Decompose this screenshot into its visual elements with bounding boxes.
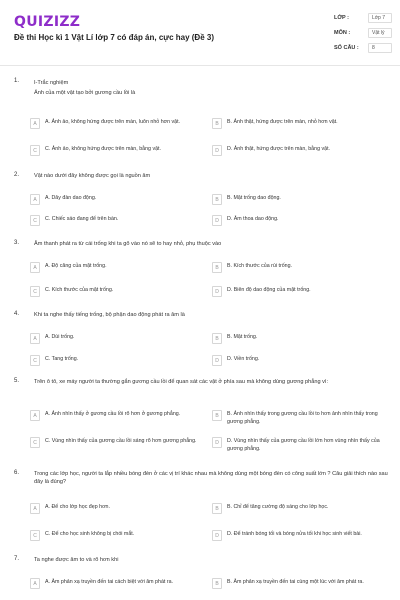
question-count-field[interactable]: 8: [368, 43, 392, 53]
question-text: Trong các lớp học, người ta lắp nhiều bóng đèn ở các vị trí khác nhau mà không dùng một bóng đèn có công suất lớn ? Câu giải thích nào sau đây là đúng?: [34, 471, 388, 485]
question-number: 3.: [14, 240, 20, 246]
answer-option-d[interactable]: [212, 145, 388, 156]
option-letter-box: D: [212, 530, 222, 541]
option-letter-box: C: [30, 437, 40, 448]
meta-label: MÔN :: [334, 29, 351, 36]
option-text: A. Ảnh ảo, không hứng được trên màn, luôn nhỏ hơn vật.: [45, 119, 181, 125]
option-text: B. Ảnh nhìn thấy trong gương cầu lồi to hơn ảnh nhìn thấy trong gương phẳng.: [227, 411, 378, 425]
option-text: A. Dùi trống.: [45, 334, 75, 340]
option-text: C. Để cho học sinh không bị chói mắt.: [45, 531, 135, 537]
option-letter-box: C: [30, 286, 40, 297]
question-text: Ta nghe được âm to và rõ hơn khi: [34, 557, 119, 563]
option-letter-box: B: [212, 118, 222, 129]
option-text: D. Âm thoa dao động.: [227, 216, 279, 222]
answer-option-c[interactable]: [30, 145, 206, 156]
option-letter-box: D: [212, 145, 222, 156]
meta-label: LỚP :: [334, 14, 349, 21]
option-letter-box: B: [212, 262, 222, 273]
option-letter-box: D: [212, 286, 222, 297]
question-number: 1.: [14, 78, 20, 84]
option-letter-box: C: [30, 530, 40, 541]
option-letter-box: B: [212, 410, 222, 421]
option-text: D. Vùng nhìn thấy của gương cầu lồi lớn hơn vùng nhìn thấy của gương phẳng.: [227, 438, 380, 452]
quiz-title: Đề thi Học kì 1 Vật Lí lớp 7 có đáp án, cực hay (Đề 3): [14, 33, 214, 42]
answer-option-b[interactable]: [212, 410, 388, 426]
answer-option-a[interactable]: [30, 503, 206, 514]
quiz-meta: [334, 10, 392, 55]
option-text: A. Để cho lớp học đẹp hơn.: [45, 504, 110, 510]
answer-option-d[interactable]: [212, 530, 388, 541]
question-number: 2.: [14, 172, 20, 178]
answer-option-a[interactable]: [30, 262, 206, 273]
option-text: C. Chiếc sáo đang để trên bàn.: [45, 216, 119, 222]
answer-option-a[interactable]: [30, 333, 206, 344]
question-number: 6.: [14, 470, 20, 476]
answer-option-a[interactable]: [30, 118, 206, 129]
answer-option-c[interactable]: [30, 355, 206, 366]
option-text: A. Âm phản xạ truyền đến tai cách biệt với âm phát ra.: [45, 579, 174, 585]
quiz-header: [0, 0, 400, 66]
option-text: D. Để tránh bóng tối và bóng nửa tối khi học sinh viết bài.: [227, 531, 362, 537]
question-text: Khi ta nghe thấy tiếng trống, bộ phận dao động phát ra âm là: [34, 312, 185, 318]
option-text: B. Âm phản xạ truyền đến tai cùng một lúc với âm phát ra.: [227, 579, 364, 585]
answer-option-d[interactable]: [212, 215, 388, 226]
answer-option-c[interactable]: [30, 530, 206, 541]
question-text: Vật nào dưới đây không được gọi là nguồn âm: [34, 173, 151, 179]
option-text: B. Ảnh thật, hứng được trên màn, nhỏ hơn vật.: [227, 119, 338, 125]
option-text: B. Mặt trống dao động.: [227, 195, 281, 201]
option-letter-box: C: [30, 215, 40, 226]
option-letter-box: A: [30, 262, 40, 273]
answer-option-a[interactable]: [30, 194, 206, 205]
option-text: D. Ảnh thật, hứng được trên màn, bằng vật.: [227, 146, 331, 152]
meta-row-subject: [334, 25, 392, 40]
option-text: B. Mặt trống.: [227, 334, 258, 340]
answer-option-b[interactable]: [212, 118, 388, 129]
option-text: A. Độ căng của mặt trống.: [45, 263, 107, 269]
answer-option-c[interactable]: [30, 215, 206, 226]
quizizz-logo: QUIZIZZ: [14, 14, 81, 30]
answer-option-b[interactable]: [212, 333, 388, 344]
answer-option-a[interactable]: [30, 410, 206, 421]
answer-option-b[interactable]: [212, 194, 388, 205]
option-letter-box: A: [30, 118, 40, 129]
option-letter-box: C: [30, 145, 40, 156]
option-text: D. Biên độ dao động của mặt trống.: [227, 287, 311, 293]
option-text: B. Chỉ để tăng cường độ sáng cho lớp học.: [227, 504, 329, 510]
question-number: 4.: [14, 311, 20, 317]
option-letter-box: B: [212, 333, 222, 344]
option-text: C. Kích thước của mặt trống.: [45, 287, 114, 293]
option-text: D. Viền trống.: [227, 356, 260, 362]
meta-label: SỐ CÂU :: [334, 44, 359, 51]
option-text: C. Tang trống.: [45, 356, 79, 362]
option-letter-box: C: [30, 355, 40, 366]
option-letter-box: A: [30, 410, 40, 421]
answer-option-d[interactable]: [212, 437, 388, 453]
option-letter-box: A: [30, 503, 40, 514]
answer-option-c[interactable]: [30, 437, 206, 448]
subject-field[interactable]: Vật lý: [368, 28, 392, 38]
option-letter-box: B: [212, 194, 222, 205]
answer-option-b[interactable]: [212, 503, 388, 514]
option-text: C. Vùng nhìn thấy của gương cầu lồi sáng rõ hơn gương phẳng.: [45, 438, 197, 444]
question-text: I-Trắc nghiệm Ảnh của một vật tạo bởi gương cầu lồi là: [34, 80, 136, 96]
meta-row-class: [334, 10, 392, 25]
option-text: A. Dây đàn dao động.: [45, 195, 97, 201]
option-letter-box: A: [30, 194, 40, 205]
option-letter-box: B: [212, 578, 222, 589]
option-text: A. Ảnh nhìn thấy ở gương cầu lồi rõ hơn ở gương phẳng.: [45, 411, 181, 417]
answer-option-c[interactable]: [30, 286, 206, 297]
option-text: B. Kích thước của rùi trống.: [227, 263, 293, 269]
option-letter-box: B: [212, 503, 222, 514]
option-letter-box: D: [212, 437, 222, 448]
question-number: 7.: [14, 556, 20, 562]
answer-option-d[interactable]: [212, 355, 388, 366]
class-field[interactable]: Lớp 7: [368, 13, 392, 23]
meta-row-count: [334, 40, 392, 55]
option-letter-box: A: [30, 578, 40, 589]
answer-option-b[interactable]: [212, 578, 388, 589]
question-text: Trên ô tô, xe máy người ta thường gắn gương cầu lồi để quan sát các vật ở phía sau mà không dùng gương phẳng vì:: [34, 379, 329, 385]
option-text: C. Ảnh ảo, không hứng được trên màn, bằng vật.: [45, 146, 161, 152]
question-number: 5.: [14, 378, 20, 384]
question-text: Âm thanh phát ra từ cái trống khi ta gõ vào nó sẽ to hay nhỏ, phụ thuộc vào: [34, 241, 222, 247]
option-letter-box: D: [212, 215, 222, 226]
option-letter-box: D: [212, 355, 222, 366]
answer-option-a[interactable]: [30, 578, 206, 589]
option-letter-box: A: [30, 333, 40, 344]
answer-option-d[interactable]: [212, 286, 388, 297]
answer-option-b[interactable]: [212, 262, 388, 273]
